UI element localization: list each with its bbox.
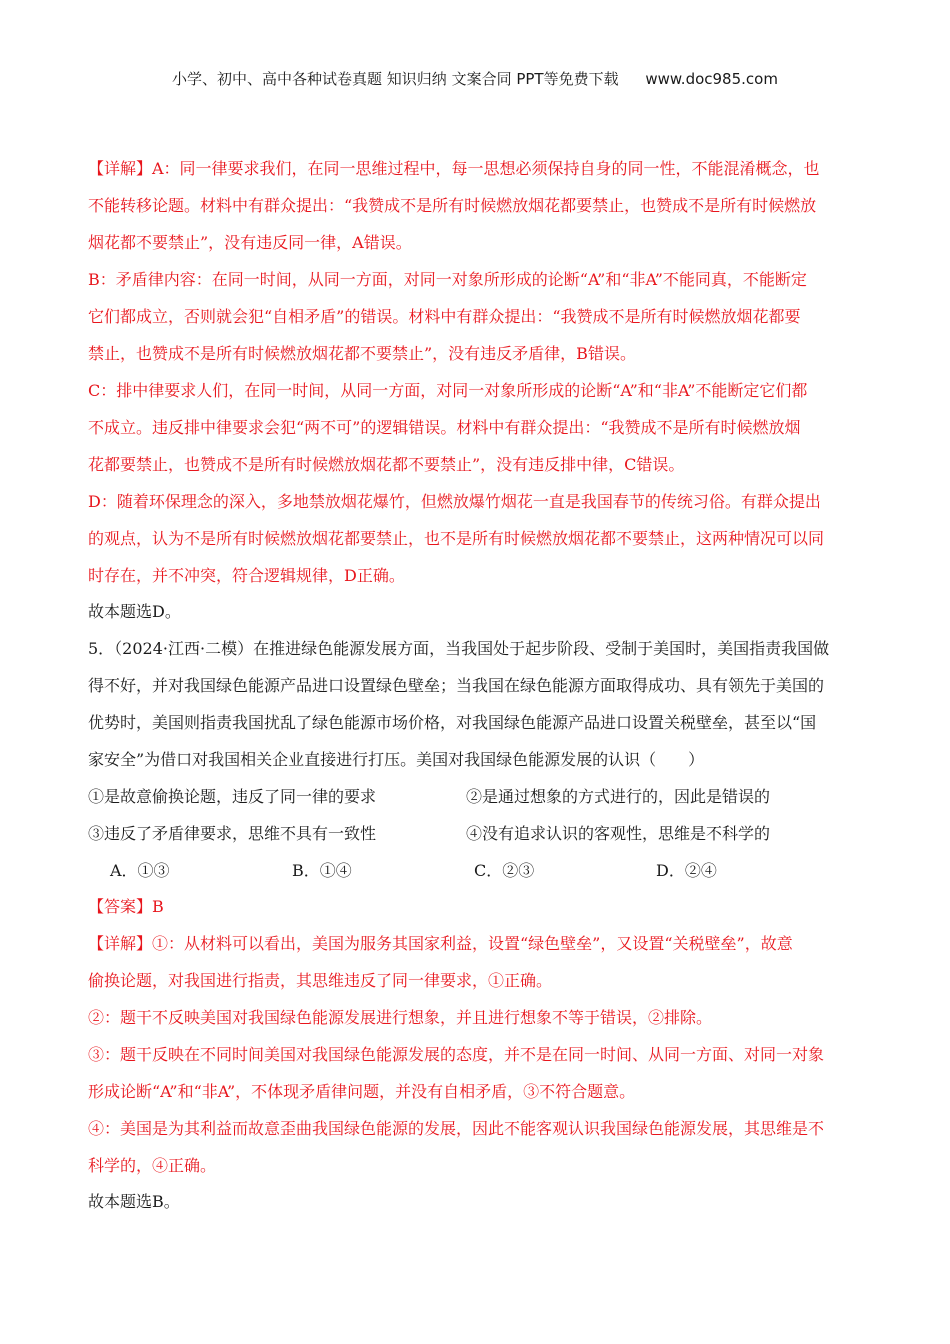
statements-row <box>88 815 862 852</box>
explanation-line: 【详解】A：同一律要求我们，在同一思维过程中，每一思想必须保持自身的同一性，不能混淆概念，也 <box>88 159 820 178</box>
question-5 <box>88 630 862 889</box>
option-b[interactable]: B．①④ <box>292 861 352 880</box>
explanation-line: 它们都成立，否则就会犯“自相矛盾”的错误。材料中有群众提出：“我赞成不是所有时候燃放烟花都要 <box>88 307 801 326</box>
statement-1: ①是故意偷换论题，违反了同一律的要求 <box>88 787 377 806</box>
explanation <box>88 925 862 1220</box>
statement-2: ②是通过想象的方式进行的，因此是错误的 <box>466 787 771 806</box>
explanation-line: C：排中律要求人们，在同一时间，从同一方面，对同一对象所形成的论断“A”和“非A”不能断定它们都 <box>88 381 808 400</box>
explanation-line: ②：题干不反映美国对我国绿色能源发展进行想象，并且进行想象不等于错误，②排除。 <box>88 1008 713 1027</box>
option-a[interactable]: A．①③ <box>110 861 170 880</box>
explanation-line: B：矛盾律内容：在同一时间，从同一方面，对同一对象所形成的论断“A”和“非A”不能同真，不能断定 <box>88 270 807 289</box>
explanation-line: 的观点，认为不是所有时候燃放烟花都要禁止，也不是所有时候燃放烟花都不要禁止，这两种情况可以同 <box>88 529 825 548</box>
previous-explanation <box>88 150 862 630</box>
answer-options <box>88 852 862 889</box>
explanation-line: 禁止，也赞成不是所有时候燃放烟花都不要禁止”，没有违反矛盾律，B错误。 <box>88 344 636 363</box>
explanation-line: 不成立。违反排中律要求会犯“两不可”的逻辑错误。材料中有群众提出：“我赞成不是所有时候燃放烟 <box>88 418 801 437</box>
explanation-line: 偷换论题，对我国进行指责，其思维违反了同一律要求，①正确。 <box>88 971 553 990</box>
statements-row <box>88 778 862 815</box>
question-stem-line: 家安全”为借口对我国相关企业直接进行打压。美国对我国绿色能源发展的认识（ ） <box>88 750 705 769</box>
explanation-line: ④：美国是为其利益而故意歪曲我国绿色能源的发展，因此不能客观认识我国绿色能源发展，其思维是不 <box>88 1119 825 1138</box>
option-d[interactable]: D．②④ <box>656 861 717 880</box>
explanation-line: 不能转移论题。材料中有群众提出：“我赞成不是所有时候燃放烟花都要禁止，也赞成不是所有时候燃放 <box>88 196 817 215</box>
page-header <box>0 68 950 89</box>
conclusion-line: 故本题选B。 <box>88 1192 180 1211</box>
statement-4: ④没有追求认识的客观性，思维是不科学的 <box>466 824 771 843</box>
explanation-line: 时存在，并不冲突，符合逻辑规律，D正确。 <box>88 566 405 585</box>
explanation-line: 形成论断“A”和“非A”，不体现矛盾律问题，并没有自相矛盾，③不符合题意。 <box>88 1082 636 1101</box>
statement-3: ③违反了矛盾律要求，思维不具有一致性 <box>88 824 377 843</box>
question-stem-line: 5．（2024·江西·二模）在推进绿色能源发展方面，当我国处于起步阶段、受制于美国时，美国指责我国做 <box>88 639 830 658</box>
header-url[interactable]: www.doc985.com <box>645 70 778 88</box>
option-c[interactable]: C．②③ <box>474 861 535 880</box>
explanation-line: 花都要禁止，也赞成不是所有时候燃放烟花都不要禁止”，没有违反排中律，C错误。 <box>88 455 685 474</box>
question-stem-line: 优势时，美国则指责我国扰乱了绿色能源市场价格，对我国绿色能源产品进口设置关税壁垒，甚至以“国 <box>88 713 817 732</box>
question-stem-line: 得不好，并对我国绿色能源产品进口设置绿色壁垒；当我国在绿色能源方面取得成功、具有领先于美国的 <box>88 676 825 695</box>
document-body <box>88 150 862 1220</box>
conclusion-line: 故本题选D。 <box>88 602 181 621</box>
answer-line: 【答案】B <box>88 897 164 916</box>
explanation-line: 科学的，④正确。 <box>88 1156 217 1175</box>
explanation-line: 【详解】①：从材料可以看出，美国为服务其国家利益，设置“绿色壁垒”，又设置“关税壁垒”，故意 <box>88 934 793 953</box>
explanation-line: 烟花都不要禁止”，没有违反同一律，A错误。 <box>88 233 412 252</box>
explanation-line: ③：题干反映在不同时间美国对我国绿色能源发展的态度，并不是在同一时间、从同一方面、对同一对象 <box>88 1045 825 1064</box>
header-text: 小学、初中、高中各种试卷真题 知识归纳 文案合同 PPT等免费下载 <box>172 70 619 88</box>
explanation-line: D：随着环保理念的深入，多地禁放烟花爆竹，但燃放爆竹烟花一直是我国春节的传统习俗。有群众提出 <box>88 492 821 511</box>
